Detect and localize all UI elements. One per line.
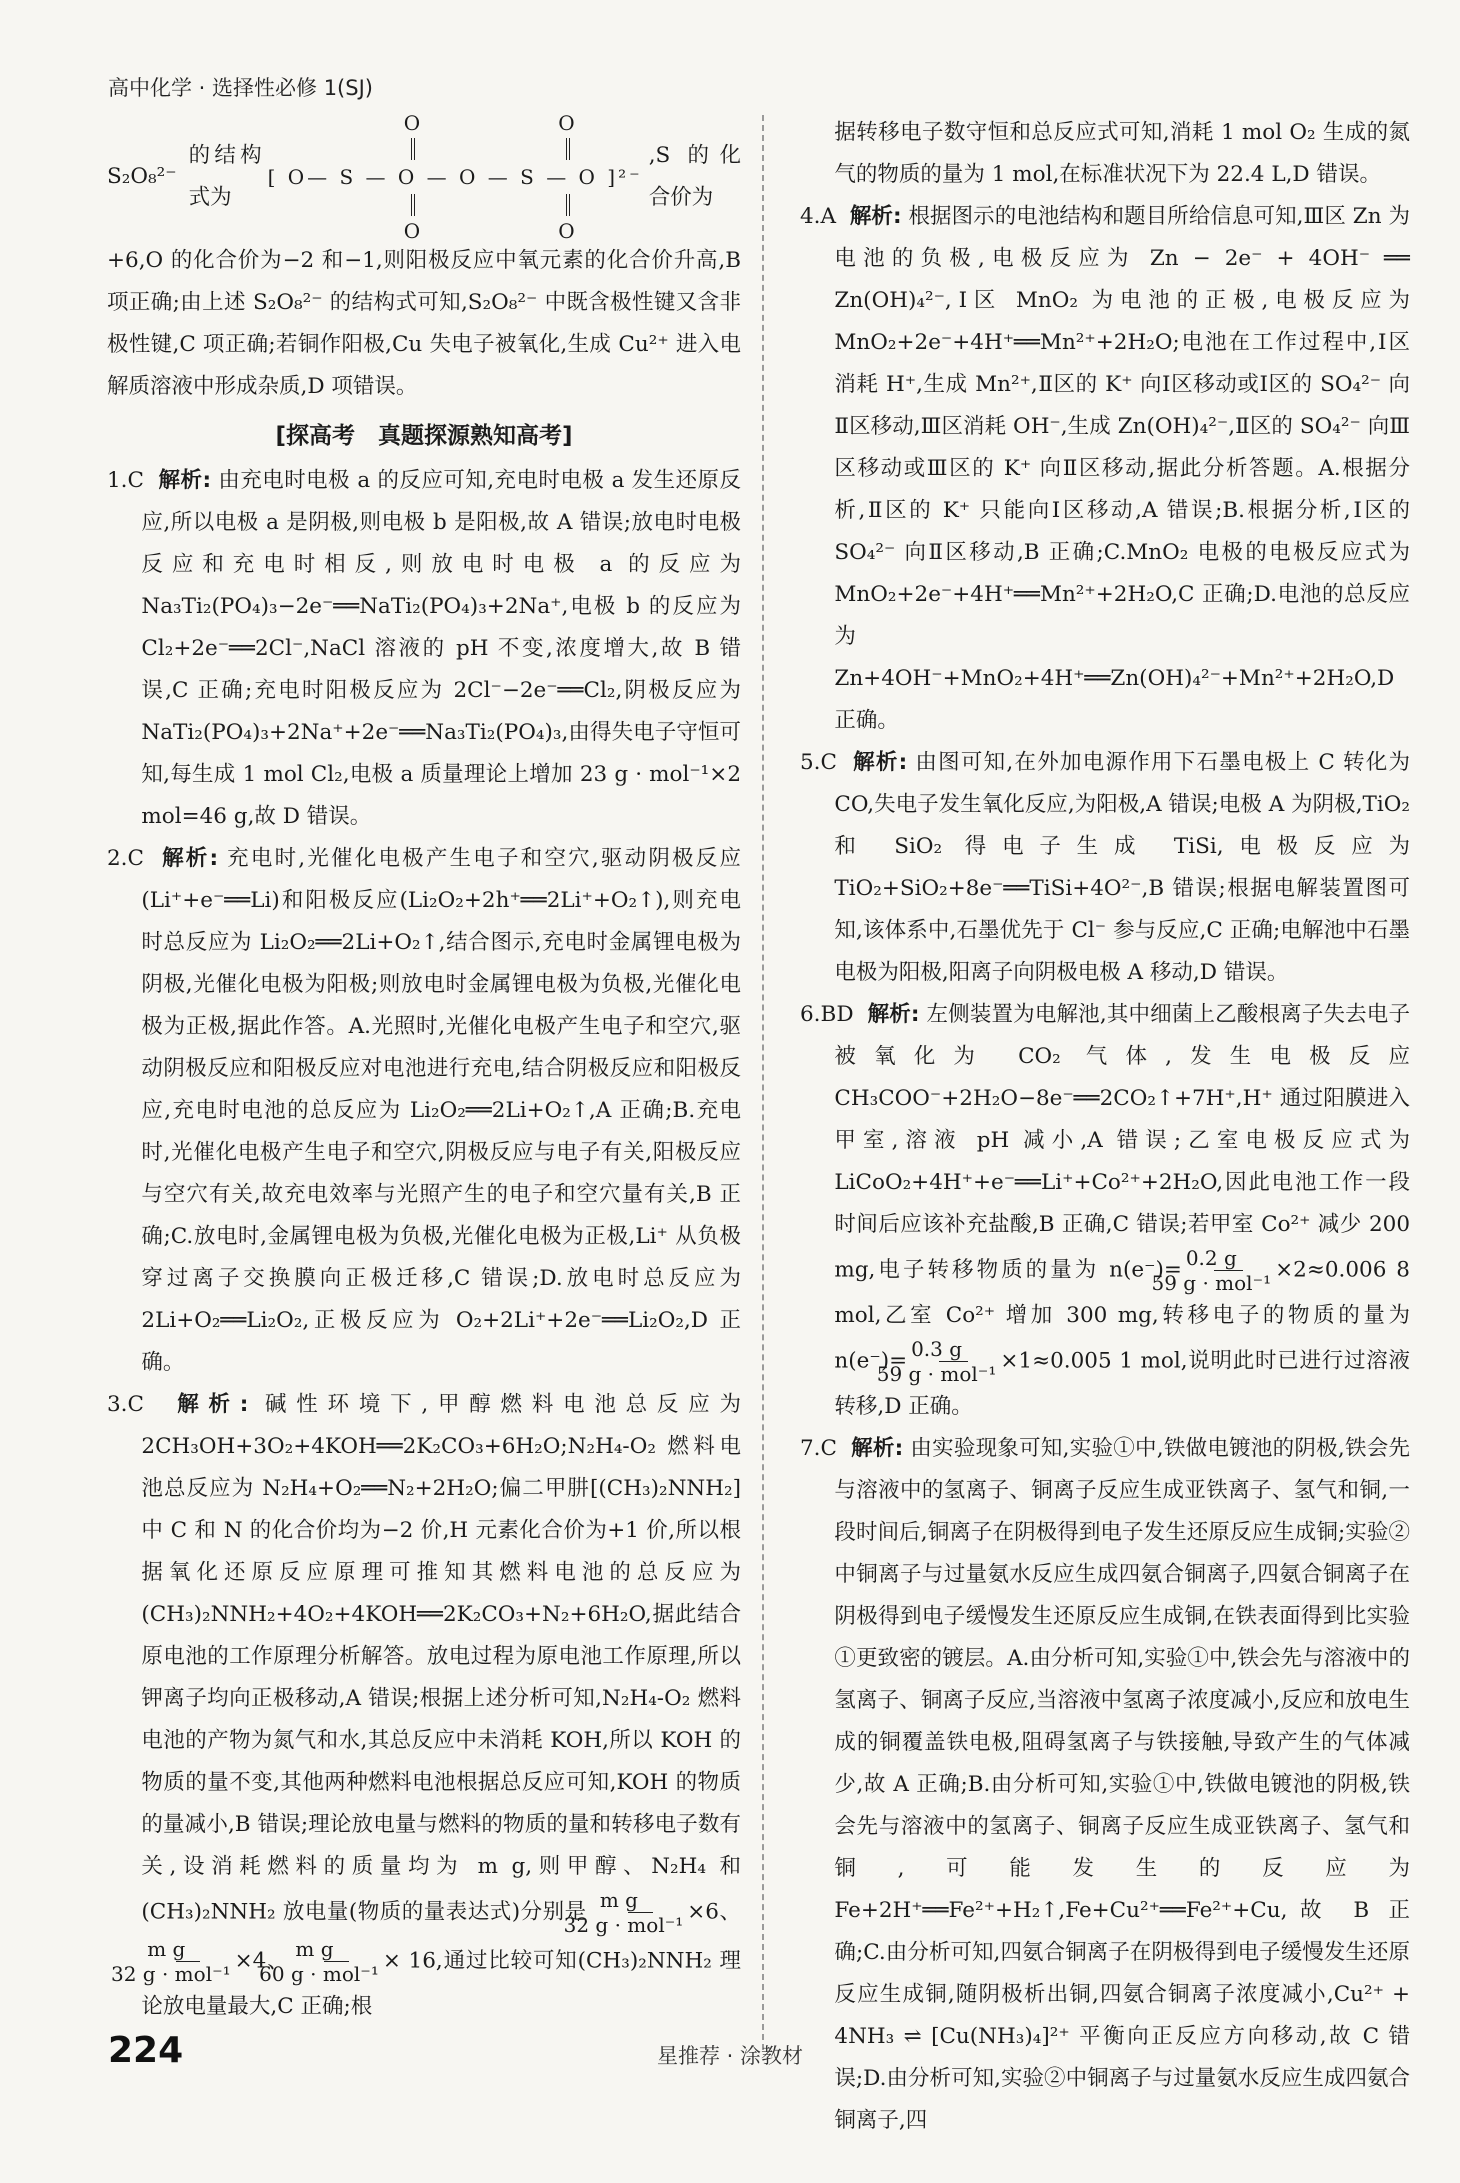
answer-number: 5.C — [800, 750, 837, 775]
fraction-cobalt-b: $\frac{0.3 g}{\text{59 g · mol⁻¹}}$ — [876, 1337, 997, 1386]
double-bond-top-2 — [566, 138, 567, 160]
page-number: 224 — [108, 2030, 184, 2071]
electron-amount-middle: ×2≈0.006 8 mol,乙室 Co²⁺ 增加 300 mg,转移电子的物质的量为 n(e⁻)= — [834, 1257, 1410, 1374]
answer-item-1 — [107, 460, 741, 838]
answer-item-6 — [800, 994, 1410, 1428]
oxygen-bottom-1: O — [403, 219, 421, 243]
multiplier-3: × — [382, 1948, 401, 1974]
analysis-label: 解析: — [853, 750, 908, 775]
structural-formula — [268, 110, 643, 244]
answer-text: 充电时,光催化电极产生电子和空穴,驱动阴极反应(Li⁺+e⁻══Li)和阳极反应(Li₂O₂+2h⁺══2Li⁺+O₂↑),则充电时总反应为 Li₂O₂══2Li+O₂↑,结合图示,充电时金属锂电极为阴极,光催化电极为阳极;则放电时金属锂电极为负极,光催化电极为正极,据此作答。A.光照时,光催化电极产生电子和空穴,驱动阴极反应和阳极反应对电池进行充电,结合阴极反应和阳极反应,充电时电池的总反应为 Li₂O₂══2Li+O₂↑,A 正确;B.充电时,光催化电极产生电子和空穴,阴极反应与电子有关,阳极反应与空穴有关,故充电效率与光照产生的电子和空穴量有关,B 正确;C.放电时,金属锂电极为负极,光催化电极为正极,Li⁺ 从负极穿过离子交换膜向正极迁移,C 错误;D.放电时总反应为 2Li+O₂══Li₂O₂,正极反应为 O₂+2Li⁺+2e⁻══Li₂O₂,D 正确。 — [141, 846, 741, 1375]
answer-item-4 — [800, 196, 1410, 742]
answer-number: 3.C — [107, 1392, 144, 1417]
multiplier-2: ×4、 — [234, 1948, 290, 1974]
structure-chain: [ O— S — O — O — S — O ]²⁻ — [267, 165, 643, 189]
answer-text: 由充电时电极 a 的反应可知,充电时电极 a 发生还原反应,所以电极 a 是阴极,则电极 b 是阳极,故 A 错误;放电时电极反应和充电时相反,则放电时电极 a 的反应为 Na₃Ti₂(PO₄)₃−2e⁻══NaTi₂(PO₄)₃+2Na⁺,电极 b 的反应为 Cl₂+2e⁻══2Cl⁻,NaCl 溶液的 pH 不变,浓度增大,故 B 错误,C 正确;充电时阳极反应为 2Cl⁻−2e⁻══Cl₂,阴极反应为 NaTi₂(PO₄)₃+2Na⁺+2e⁻══Na₃Ti₂(PO₄)₃,由得失电子守恒可知,每生成 1 mol Cl₂,电极 a 质量理论上增加 23 g · mol⁻¹×2 mol=46 g,故 D 错误。 — [141, 468, 741, 829]
analysis-label: 解析: — [851, 1436, 904, 1461]
answer-number: 7.C — [800, 1436, 837, 1461]
page-header: 高中化学 · 选择性必修 1(SJ) — [108, 76, 373, 100]
structure-prefix: 的结构式为 — [188, 143, 262, 210]
fraction-dimethylhydrazine: $\frac{\text{m g}}{\text{60 g · mol⁻¹}}$ — [259, 1937, 379, 1986]
s2o8-structure — [107, 111, 741, 243]
analysis-label: 解析: — [162, 846, 219, 871]
electron-amount-tail: ×1≈0.005 1 mol,说明此时已进行过溶液转移,D 正确。 — [834, 1348, 1410, 1419]
column-divider — [762, 115, 764, 2050]
footer-brand: 星推荐 · 涂教材 — [656, 2044, 804, 2068]
multiplier-1: ×6、 — [687, 1899, 741, 1925]
double-bond-bottom-1 — [411, 194, 412, 216]
oxygen-top-2: O — [558, 111, 575, 135]
analysis-label: 解析: — [158, 468, 212, 493]
fraction-hydrazine: $\frac{\text{m g}}{\text{32 g · mol⁻¹}}$ — [111, 1937, 231, 1986]
answer-number: 2.C — [107, 846, 144, 871]
answer-item-7 — [800, 1428, 1410, 2142]
answer-continuation — [800, 112, 1410, 196]
analysis-label: 解析: — [867, 1002, 920, 1027]
structure-suffix: ,S 的化合价为 — [648, 143, 741, 210]
answer-item-2 — [107, 838, 741, 1384]
answer-number: 1.C — [107, 468, 144, 493]
fraction-cobalt-a: $\frac{0.2 g}{\text{59 g · mol⁻¹}}$ — [1151, 1246, 1272, 1295]
answer-text: 根据图示的电池结构和题目所给信息可知,Ⅲ区 Zn 为电池的负极,电极反应为 Zn − 2e⁻ + 4OH⁻ ══ Zn(OH)₄²⁻,Ⅰ区 MnO₂ 为电池的正极,电极反应为 MnO₂+2e⁻+4H⁺══Mn²⁺+2H₂O;电池在工作过程中,Ⅰ区消耗 H⁺,生成 Mn²⁺,Ⅱ区的 K⁺ 向Ⅰ区移动或Ⅰ区的 SO₄²⁻ 向Ⅱ区移动,Ⅲ区消耗 OH⁻,生成 Zn(OH)₄²⁻,Ⅱ区的 SO₄²⁻ 向Ⅲ区移动或Ⅲ区的 K⁺ 向Ⅱ区移动,据此分析答题。A.根据分析,Ⅱ区的 K⁺ 只能向Ⅰ区移动,A 错误;B.根据分析,Ⅰ区的 SO₄²⁻ 向Ⅱ区移动,B 正确;C.MnO₂ 电极的电极反应式为 MnO₂+2e⁻+4H⁺══Mn²⁺+2H₂O,C 正确;D.电池的总反应为 Zn+4OH⁻+MnO₂+4H⁺══Zn(OH)₄²⁻+Mn²⁺+2H₂O,D 正确。 — [834, 204, 1410, 733]
oxygen-top-1: O — [403, 111, 421, 135]
right-column — [800, 112, 1410, 2142]
s2o8-label: S₂O₈²⁻ — [107, 164, 177, 189]
answer-text: 由图可知,在外加电源作用下石墨电极上 C 转化为 CO,失电子发生氧化反应,为阳极,A 错误;电极 A 为阴极,TiO₂ 和 SiO₂ 得电子生成 TiSi,电极反应为 TiO₂+SiO₂+8e⁻══TiSi+4O²⁻,B 错误;根据电解装置图可知,该体系中,石墨优先于 Cl⁻ 参与反应,C 正确;电解池中石墨电极为阳极,阳离子向阴极电极 A 移动,D 错误。 — [834, 750, 1410, 985]
double-bond-bottom-2 — [566, 194, 567, 216]
double-bond-top-1 — [411, 138, 412, 160]
section-title: [探高考 真题探源熟知高考] — [275, 423, 573, 449]
answer-item-3 — [107, 1384, 741, 2028]
analysis-label: 解析: — [177, 1392, 249, 1417]
answer-text: 由实验现象可知,实验①中,铁做电镀池的阴极,铁会先与溶液中的氢离子、铜离子反应生成亚铁离子、氢气和铜,一段时间后,铜离子在阴极得到电子发生还原反应生成铜;实验②中铜离子与过量氨水反应生成四氨合铜离子,四氨合铜离子在阴极得到电子缓慢发生还原反应生成铜,在铁表面得到比实验①更致密的镀层。A.由分析可知,实验①中,铁会先与溶液中的氢离子、铜离子反应,当溶液中氢离子浓度减小,反应和放电生成的铜覆盖铁电极,阻碍氢离子与铁接触,导致产生的气体减少,故 A 正确;B.由分析可知,实验①中,铁做电镀池的阴极,铁会先与溶液中的氢离子、铜离子反应生成亚铁离子、氢气和铜,可能发生的反应为 Fe+2H⁺══Fe²⁺+H₂↑,Fe+Cu²⁺══Fe²⁺+Cu,故 B 正确;C.由分析可知,四氨合铜离子在阴极得到电子缓慢发生还原反应生成铜,随阴极析出铜,四氨合铜离子浓度减小,Cu²⁺ + 4NH₃ ⇌ [Cu(NH₃)₄]²⁺ 平衡向正反应方向移动,故 C 错误;D.由分析可知,实验②中铜离子与过量氨水反应生成四氨合铜离子,四 — [834, 1436, 1410, 2133]
answer-text: 碱性环境下,甲醇燃料电池总反应为 2CH₃OH+3O₂+4KOH══2K₂CO₃+6H₂O;N₂H₄-O₂ 燃料电池总反应为 N₂H₄+O₂══N₂+2H₂O;偏二甲肼[(CH₃)₂NNH₂]中 C 和 N 的化合价均为−2 价,H 元素化合价为+1 价,所以根据氧化还原反应原理可推知其燃料电池的总反应为(CH₃)₂NNH₂+4O₂+4KOH══2K₂CO₃+N₂+6H₂O,据此结合原电池的工作原理分析解答。放电过程为原电池工作原理,所以钾离子均向正极移动,A 错误;根据上述分析可知,N₂H₄-O₂ 燃料电池的产物为氮气和水,其总反应中未消耗 KOH,所以 KOH 的物质的量不变,其他两种燃料电池根据总反应可知,KOH 的物质的量减小,B 错误;理论放电量与燃料的物质的量和转移电子数有关,设消耗燃料的质量均为 m g,则甲醇、N₂H₄ 和(CH₃)₂NNH₂ 放电量(物质的量表达式)分别是 — [141, 1392, 741, 1925]
fraction-methanol: $\frac{\text{m g}}{\text{32 g · mol⁻¹}}$ — [563, 1888, 684, 1937]
left-column — [107, 111, 742, 2028]
analysis-label: 解析: — [849, 204, 902, 229]
oxygen-bottom-2: O — [558, 219, 575, 243]
intro-paragraph: +6,O 的化合价为−2 和−1,则阳极反应中氧元素的化合价升高,B 项正确;由上述 S₂O₈²⁻ 的结构式可知,S₂O₈²⁻ 中既含极性键又含非极性键,C 项正确;若铜作阳极,Cu 失电子被氧化,生成 Cu²⁺ 进入电解质溶液中形成杂质,D 项错误。 — [107, 248, 741, 399]
electron-amount-prefix: n(e⁻)= — [1109, 1257, 1182, 1283]
answer-text: 左侧装置为电解池,其中细菌上乙酸根离子失去电子被氧化为 CO₂ 气体,发生电极反应 CH₃COO⁻+2H₂O−8e⁻══2CO₂↑+7H⁺,H⁺ 通过阳膜进入甲室,溶液 pH 减小,A 错误;乙室电极反应式为 LiCoO₂+4H⁺+e⁻══Li⁺+Co²⁺+2H₂O,因此电池工作一段时间后应该补充盐酸,B 正确,C 错误;若甲室 Co²⁺ 减少 200 mg,电子转移物质的量为 — [834, 1002, 1410, 1283]
answer-number: 4.A — [800, 204, 837, 229]
answer-number: 6.BD — [800, 1002, 854, 1027]
answer-text-tail: 16,通过比较可知(CH₃)₂NNH₂ 理论放电量最大,C 正确;根 — [141, 1948, 742, 2019]
answer-item-5 — [800, 742, 1410, 994]
answer-text: 据转移电子数守恒和总反应式可知,消耗 1 mol O₂ 生成的氮气的物质的量为 1 mol,在标准状况下为 22.4 L,D 错误。 — [834, 120, 1410, 187]
